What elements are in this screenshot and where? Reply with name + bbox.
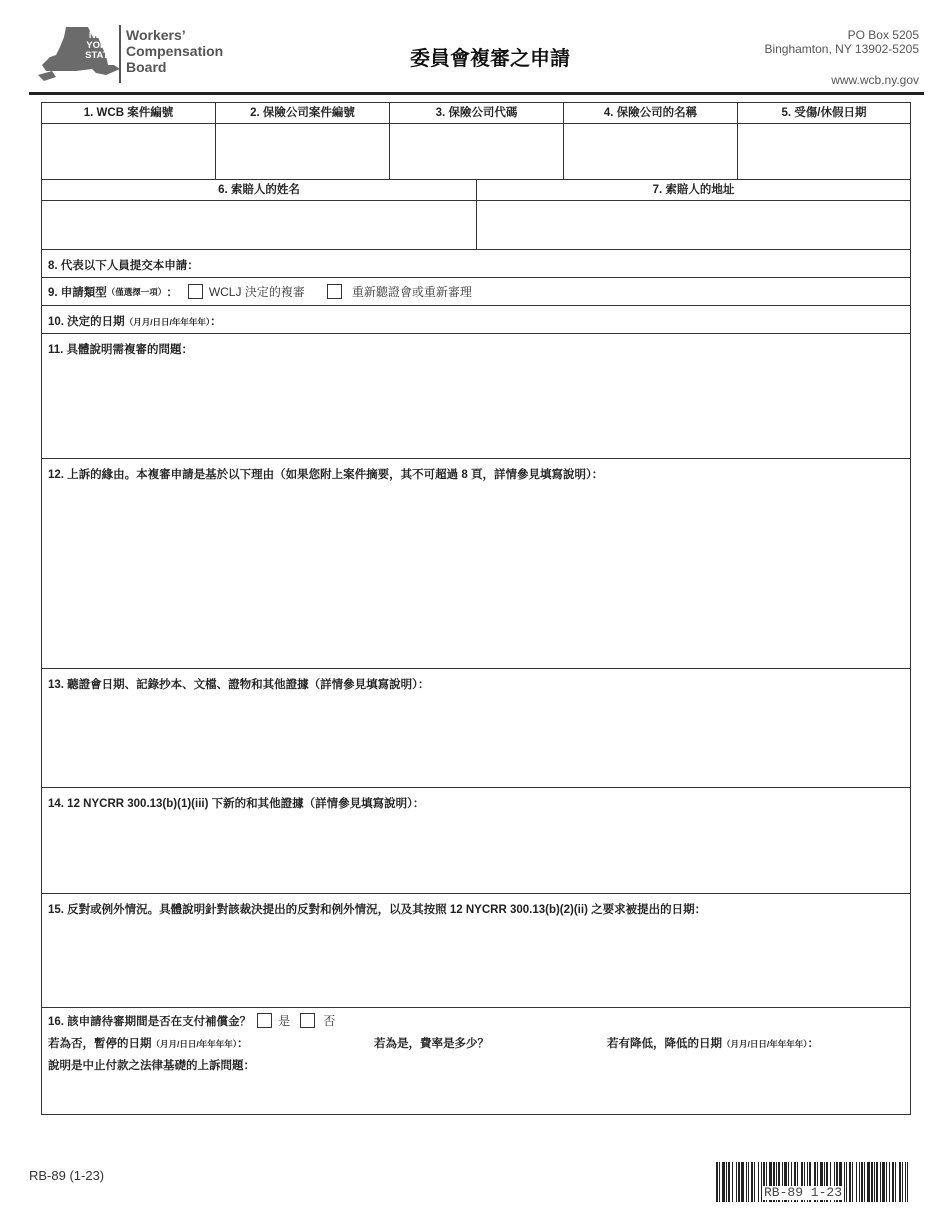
row-claimant-headers	[42, 180, 910, 201]
carrier-case-number-field[interactable]	[216, 124, 390, 179]
city-line: Binghamton, NY 13902-5205	[764, 42, 919, 56]
header-rule	[29, 92, 924, 95]
page-title: 委員會複審之申請	[410, 48, 570, 70]
mailing-address	[764, 28, 919, 56]
item-8-label: 8. 代表以下人員提交本申請：	[48, 260, 199, 272]
item-10-colon: ：	[210, 316, 222, 328]
item-16-question: 16. 該申請待審期間是否在支付補償金？	[48, 1015, 252, 1028]
row-item-11[interactable]	[42, 334, 910, 459]
header-carrier-code: 3. 保險公司代碼	[390, 103, 564, 123]
row-item-12[interactable]	[42, 459, 910, 669]
header-claimant-address: 7. 索賠人的地址	[652, 184, 735, 196]
item-10-content[interactable]	[42, 306, 228, 333]
item-9-note: （僅選擇一項）	[106, 286, 167, 297]
carrier-name-field[interactable]	[564, 124, 738, 179]
logo-state-text: NEW YORK STATE	[85, 30, 115, 61]
logo-divider	[119, 25, 121, 83]
form-code: RB-89 (1-23)	[29, 1168, 105, 1183]
item-12-label: 12. 上訴的緣由。本複審申請是基於以下理由（如果您附上案件摘要，其不可超過 8 頁，詳情參見填寫說明）：	[48, 469, 604, 481]
option-no: 否	[323, 1014, 336, 1028]
logo-agency-name: Workers’ Compensation Board	[126, 27, 224, 75]
header-carrier-name: 4. 保險公司的名稱	[564, 103, 738, 123]
item-16-if-no[interactable]: 若為否，暫停的日期（月月/日日/年年年年）：	[48, 1038, 249, 1050]
row-case-info-fields	[42, 124, 910, 180]
item-9-content	[42, 278, 478, 305]
claimant-address-field[interactable]	[477, 201, 910, 249]
checkbox-wclj-review[interactable]	[188, 284, 203, 299]
checkbox-rehearing[interactable]	[327, 284, 342, 299]
item-16-question-line	[42, 1008, 910, 1029]
row-case-info-headers	[42, 103, 910, 124]
item-16-explain[interactable]: 說明是中止付款之法律基礎的上訴問題：	[48, 1060, 255, 1072]
item-16-details-line	[42, 1029, 910, 1055]
row-item-8	[42, 250, 910, 278]
row-item-16	[42, 1008, 910, 1114]
header-claimant-name: 6. 索賠人的姓名	[42, 180, 477, 200]
item-15-label: 15. 反對或例外情況。具體說明針對該裁決提出的反對和例外情況，以及其按照 12 NYCRR 300.13(b)(2)(ii) 之要求被提出的日期：	[48, 904, 707, 916]
option-rehearing: 重新聽證會或重新審理	[351, 285, 472, 299]
option-wclj-review: WCLJ 決定的複審	[208, 285, 305, 299]
item-16-if-yes[interactable]: 若為是，費率是多少？	[374, 1038, 489, 1050]
checkbox-yes[interactable]	[257, 1013, 272, 1028]
item-10-note: （月月/日日/年年年年）	[124, 317, 211, 327]
header-injury-date: 5. 受傷/休假日期	[781, 107, 867, 119]
website-link[interactable]: www.wcb.ny.gov	[831, 73, 919, 87]
item-10-label: 10. 決定的日期	[48, 316, 125, 328]
nys-wcb-logo	[36, 25, 236, 83]
row-claimant-fields	[42, 201, 910, 250]
checkbox-no[interactable]	[300, 1013, 315, 1028]
wcb-case-number-field[interactable]	[42, 124, 216, 179]
item-14-label: 14. 12 NYCRR 300.13(b)(1)(iii) 下新的和其他證據（詳情參見填寫說明）：	[48, 798, 425, 810]
claimant-name-field[interactable]	[42, 201, 477, 249]
row-item-15[interactable]	[42, 894, 910, 1008]
review-application-form	[41, 102, 911, 1115]
header-wcb-case-number: 1. WCB 案件編號	[42, 103, 216, 123]
option-yes: 是	[278, 1014, 291, 1028]
item-9-colon: ：	[166, 286, 178, 299]
row-item-13[interactable]	[42, 669, 910, 788]
header-carrier-case-number: 2. 保險公司案件編號	[216, 103, 390, 123]
po-box: PO Box 5205	[847, 28, 919, 42]
item-16-if-reduced[interactable]: 若有降低，降低的日期（月月/日日/年年年年）：	[607, 1038, 819, 1050]
carrier-code-field[interactable]	[390, 124, 564, 179]
item-13-label: 13. 聽證會日期、記錄抄本、文檔、證物和其他證據（詳情參見填寫說明）：	[48, 679, 430, 691]
barcode-text: RB-89 1-23	[764, 1185, 843, 1200]
item-11-label: 11. 具體說明需複審的問題：	[48, 344, 194, 356]
row-item-10	[42, 306, 910, 334]
item-9-label: 9. 申請類型	[48, 286, 107, 299]
row-item-14[interactable]	[42, 788, 910, 894]
injury-date-field[interactable]	[738, 124, 910, 179]
row-item-9	[42, 278, 910, 306]
